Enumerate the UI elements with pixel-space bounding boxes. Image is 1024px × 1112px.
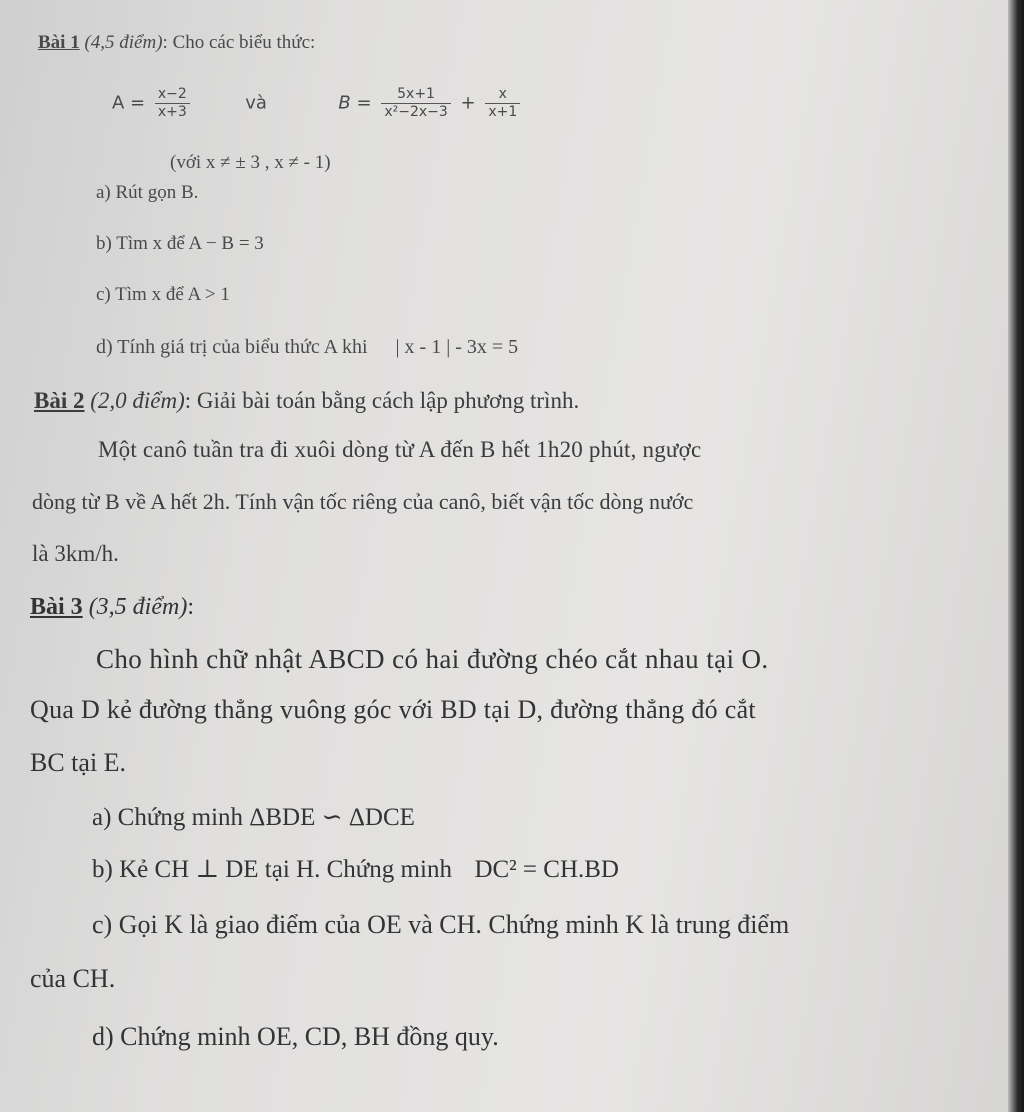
bai3-colon: :	[187, 594, 194, 620]
bai3-line-3: BC tại E.	[30, 748, 127, 777]
bai1-heading-line	[38, 32, 315, 54]
expr-b-lhs: B =	[338, 92, 372, 114]
bai1-points: (4,5 điểm)	[84, 32, 163, 53]
bai1-part-d	[96, 336, 518, 359]
bai3-part-c-line-1: c) Gọi K là giao điểm của OE và CH. Chứng minh K là trung điểm	[92, 910, 790, 939]
bai1-part-a: a) Rút gọn B.	[96, 182, 199, 203]
photo-dark-edge	[1008, 0, 1024, 1112]
fraction-b1-numerator: 5x+1	[381, 86, 450, 104]
bai3-line-1: Cho hình chữ nhật ABCD có hai đường chéo cắt nhau tại O.	[96, 644, 769, 674]
fraction-b2-denominator: x+1	[488, 104, 518, 120]
bai3-part-b-expr: DC² = CH.BD	[474, 856, 619, 883]
bai1-part-c: c) Tìm x để A > 1	[96, 284, 230, 305]
bai2-line-3: là 3km/h.	[32, 541, 119, 566]
bai3-line-2: Qua D kẻ đường thẳng vuông góc với BD tại D, đường thẳng đó cắt	[30, 695, 756, 724]
bai1-intro: : Cho các biểu thức:	[162, 32, 316, 53]
fraction-b2	[485, 86, 520, 121]
fraction-a-numerator: x−2	[155, 86, 190, 104]
fraction-a	[155, 86, 190, 121]
bai3-part-a-expr: ΔBDE ∽ ΔDCE	[249, 804, 415, 831]
bai1-part-d-text: d) Tính giá trị của biểu thức A khi	[96, 336, 368, 358]
bai3-part-c-line-2: của CH.	[30, 964, 116, 993]
bai2-intro: : Giải bài toán bằng cách lập phương trình.	[184, 388, 580, 413]
bai1-condition: (với x ≠ ± 3 , x ≠ - 1)	[170, 152, 331, 173]
bai2-points: (2,0 điểm)	[90, 388, 185, 413]
bai3-part-a-text: a) Chứng minh	[92, 804, 244, 831]
expr-a-lhs: A =	[112, 92, 146, 114]
bai3-part-b-text: b) Kẻ CH ⊥ DE tại H. Chứng minh	[92, 856, 452, 883]
bai3-part-a	[92, 802, 415, 832]
bai3-part-b	[92, 854, 619, 884]
bai1-heading: Bài 1	[38, 32, 80, 53]
fraction-b1	[381, 86, 450, 121]
bai1-part-b: b) Tìm x để A − B = 3	[96, 233, 264, 254]
bai2-heading-line	[34, 388, 579, 414]
bai2-heading: Bài 2	[34, 388, 85, 413]
bai3-part-d: d) Chứng minh OE, CD, BH đồng quy.	[92, 1022, 499, 1051]
plus-sign: +	[460, 92, 476, 114]
bai3-heading-line	[30, 594, 194, 621]
fraction-a-denominator: x+3	[157, 104, 187, 120]
bai3-heading: Bài 3	[30, 594, 83, 620]
bai2-line-2: dòng từ B về A hết 2h. Tính vận tốc riêng của canô, biết vận tốc dòng nước	[32, 489, 694, 514]
bai3-points: (3,5 điểm)	[88, 594, 188, 620]
bai1-expressions	[112, 86, 524, 121]
bai2-line-1: Một canô tuần tra đi xuôi dòng từ A đến B hết 1h20 phút, ngược	[98, 437, 702, 462]
fraction-b1-denominator: x²−2x−3	[384, 104, 448, 120]
bai1-part-d-equation: | x - 1 | - 3x = 5	[395, 336, 519, 358]
conjunction: và	[245, 92, 267, 114]
fraction-b2-numerator: x	[485, 86, 520, 104]
